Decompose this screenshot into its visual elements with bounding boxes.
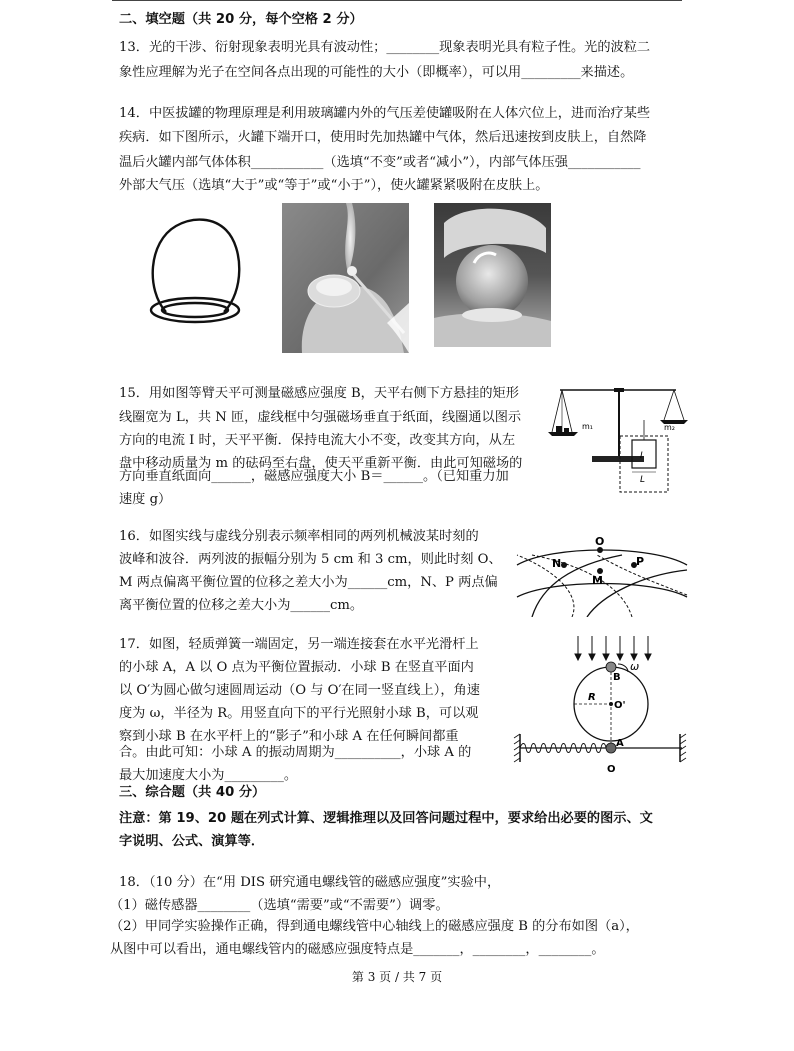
q15-line: 速度 g）: [119, 492, 172, 507]
q15-line: 方向的电流 I 时，天平平衡．保持电流大小不变，改变其方向，从左: [119, 433, 516, 448]
header-rule: [112, 0, 682, 1]
balance-diagram: [548, 384, 690, 496]
label-O: O: [595, 535, 605, 548]
q14-line: 14．中医拔罐的物理原理是利用玻璃罐内外的气压差使罐吸附在人体穴位上，进而治疗某些: [119, 106, 651, 121]
q13-line: 13．光的干涉、衍射现象表明光具有波动性；________现象表明光具有粒子性。光的波粒二: [119, 40, 651, 55]
q17-line: 合。由此可知：小球 A 的振动周期为__________，小球 A 的: [119, 745, 472, 760]
section-note: 注意：第 19、20 题在列式计算、逻辑推理以及回答问题过程中，要求给出必要的图示、文: [119, 811, 653, 826]
label-A: A: [616, 738, 624, 749]
label-current: I: [640, 451, 643, 461]
q14-line: 疾病．如下图所示，火罐下端开口，使用时先加热罐中气体，然后迅速按到皮肤上，自然降: [119, 130, 647, 145]
q17-line: 的小球 A，A 以 O 点为平衡位置振动．小球 B 在竖直平面内: [119, 660, 474, 675]
q17-line: 以 O′为圆心做匀速圆周运动（O 与 O′在同一竖直线上），角速: [119, 683, 480, 698]
label-R: R: [588, 692, 596, 703]
page-footer: 第 3 页 / 共 7 页: [351, 970, 443, 984]
wave-interference-diagram: [512, 535, 692, 617]
q18-line: 18．（10 分）在“用 DIS 研究通电螺线管的磁感应强度”实验中，: [119, 875, 501, 890]
q15-line: 15．用如图等臂天平可测量磁感应强度 B，天平右侧下方悬挂的矩形: [119, 386, 519, 401]
label-m1: m₁: [582, 422, 593, 431]
label-M: M: [592, 574, 603, 587]
section-title: 二、填空题（共 20 分，每个空格 2 分）: [119, 12, 363, 27]
label-width: L: [640, 475, 646, 485]
q13-line: 象性应理解为光子在空间各点出现的可能性的大小（即概率），可以用_________来描述。: [119, 65, 634, 80]
q15-line: 盘中移动质量为 m 的砝码至右盘，使天平重新平衡．由此可知磁场的: [119, 456, 523, 471]
q17-line: 最大加速度大小为_________。: [119, 768, 298, 783]
q16-line: 离平衡位置的位移之差大小为______cm。: [119, 598, 364, 613]
photo-heating-jar: [282, 203, 409, 353]
q18-line: 从图中可以看出，通电螺线管内的磁感应强度特点是_______，________，________。: [110, 942, 605, 957]
q18-line: （2）甲同学实验操作正确，得到通电螺线管中心轴线上的磁感应强度 B 的分布如图（a），: [110, 919, 639, 934]
q15-line: 线圈宽为 L，共 N 匝，虚线框中匀强磁场垂直于纸面，线圈通以图示: [119, 410, 522, 425]
cupping-jar-diagram: [144, 212, 246, 330]
label-B: B: [613, 672, 621, 683]
q16-line: 波峰和波谷．两列波的振幅分别为 5 cm 和 3 cm，则此时刻 O、: [119, 552, 502, 567]
label-P: P: [636, 555, 645, 568]
q18-line: （1）磁传感器________（选填“需要”或“不需要”）调零。: [110, 898, 449, 913]
q17-line: 度为 ω，半径为 R。用竖直向下的平行光照射小球 B，可以观: [119, 706, 479, 721]
section-note: 字说明、公式、演算等．: [119, 834, 265, 849]
label-Oprime: O': [614, 700, 626, 711]
q16-line: M 两点偏离平衡位置的位移之差大小为______cm，N、P 两点偏: [119, 575, 498, 590]
spring-circle-diagram: [512, 634, 687, 776]
section-title: 三、综合题（共 40 分）: [119, 785, 266, 800]
q14-line: 外部大气压（选填“大于”或“等于”或“小于”），使火罐紧紧吸附在皮肤上。: [119, 178, 549, 193]
q15-line: 方向垂直纸面向______，磁感应强度大小 B＝______。（已知重力加: [119, 469, 509, 484]
label-O-bottom: O: [607, 764, 616, 775]
label-m2: m₂: [664, 423, 675, 432]
q14-line: 温后火罐内部气体体积___________（选填“不变”或者“减小”），内部气体压强___________: [119, 155, 641, 170]
label-N: N: [552, 557, 562, 570]
photo-jar-on-skin: [434, 203, 551, 347]
label-omega: ω: [630, 660, 640, 673]
q17-line: 17．如图，轻质弹簧一端固定，另一端连接套在水平光滑杆上: [119, 637, 479, 652]
q17-line: 察到小球 B 在水平杆上的“影子”和小球 A 在任何瞬间都重: [119, 729, 459, 744]
q16-line: 16．如图实线与虚线分别表示频率相同的两列机械波某时刻的: [119, 529, 479, 544]
